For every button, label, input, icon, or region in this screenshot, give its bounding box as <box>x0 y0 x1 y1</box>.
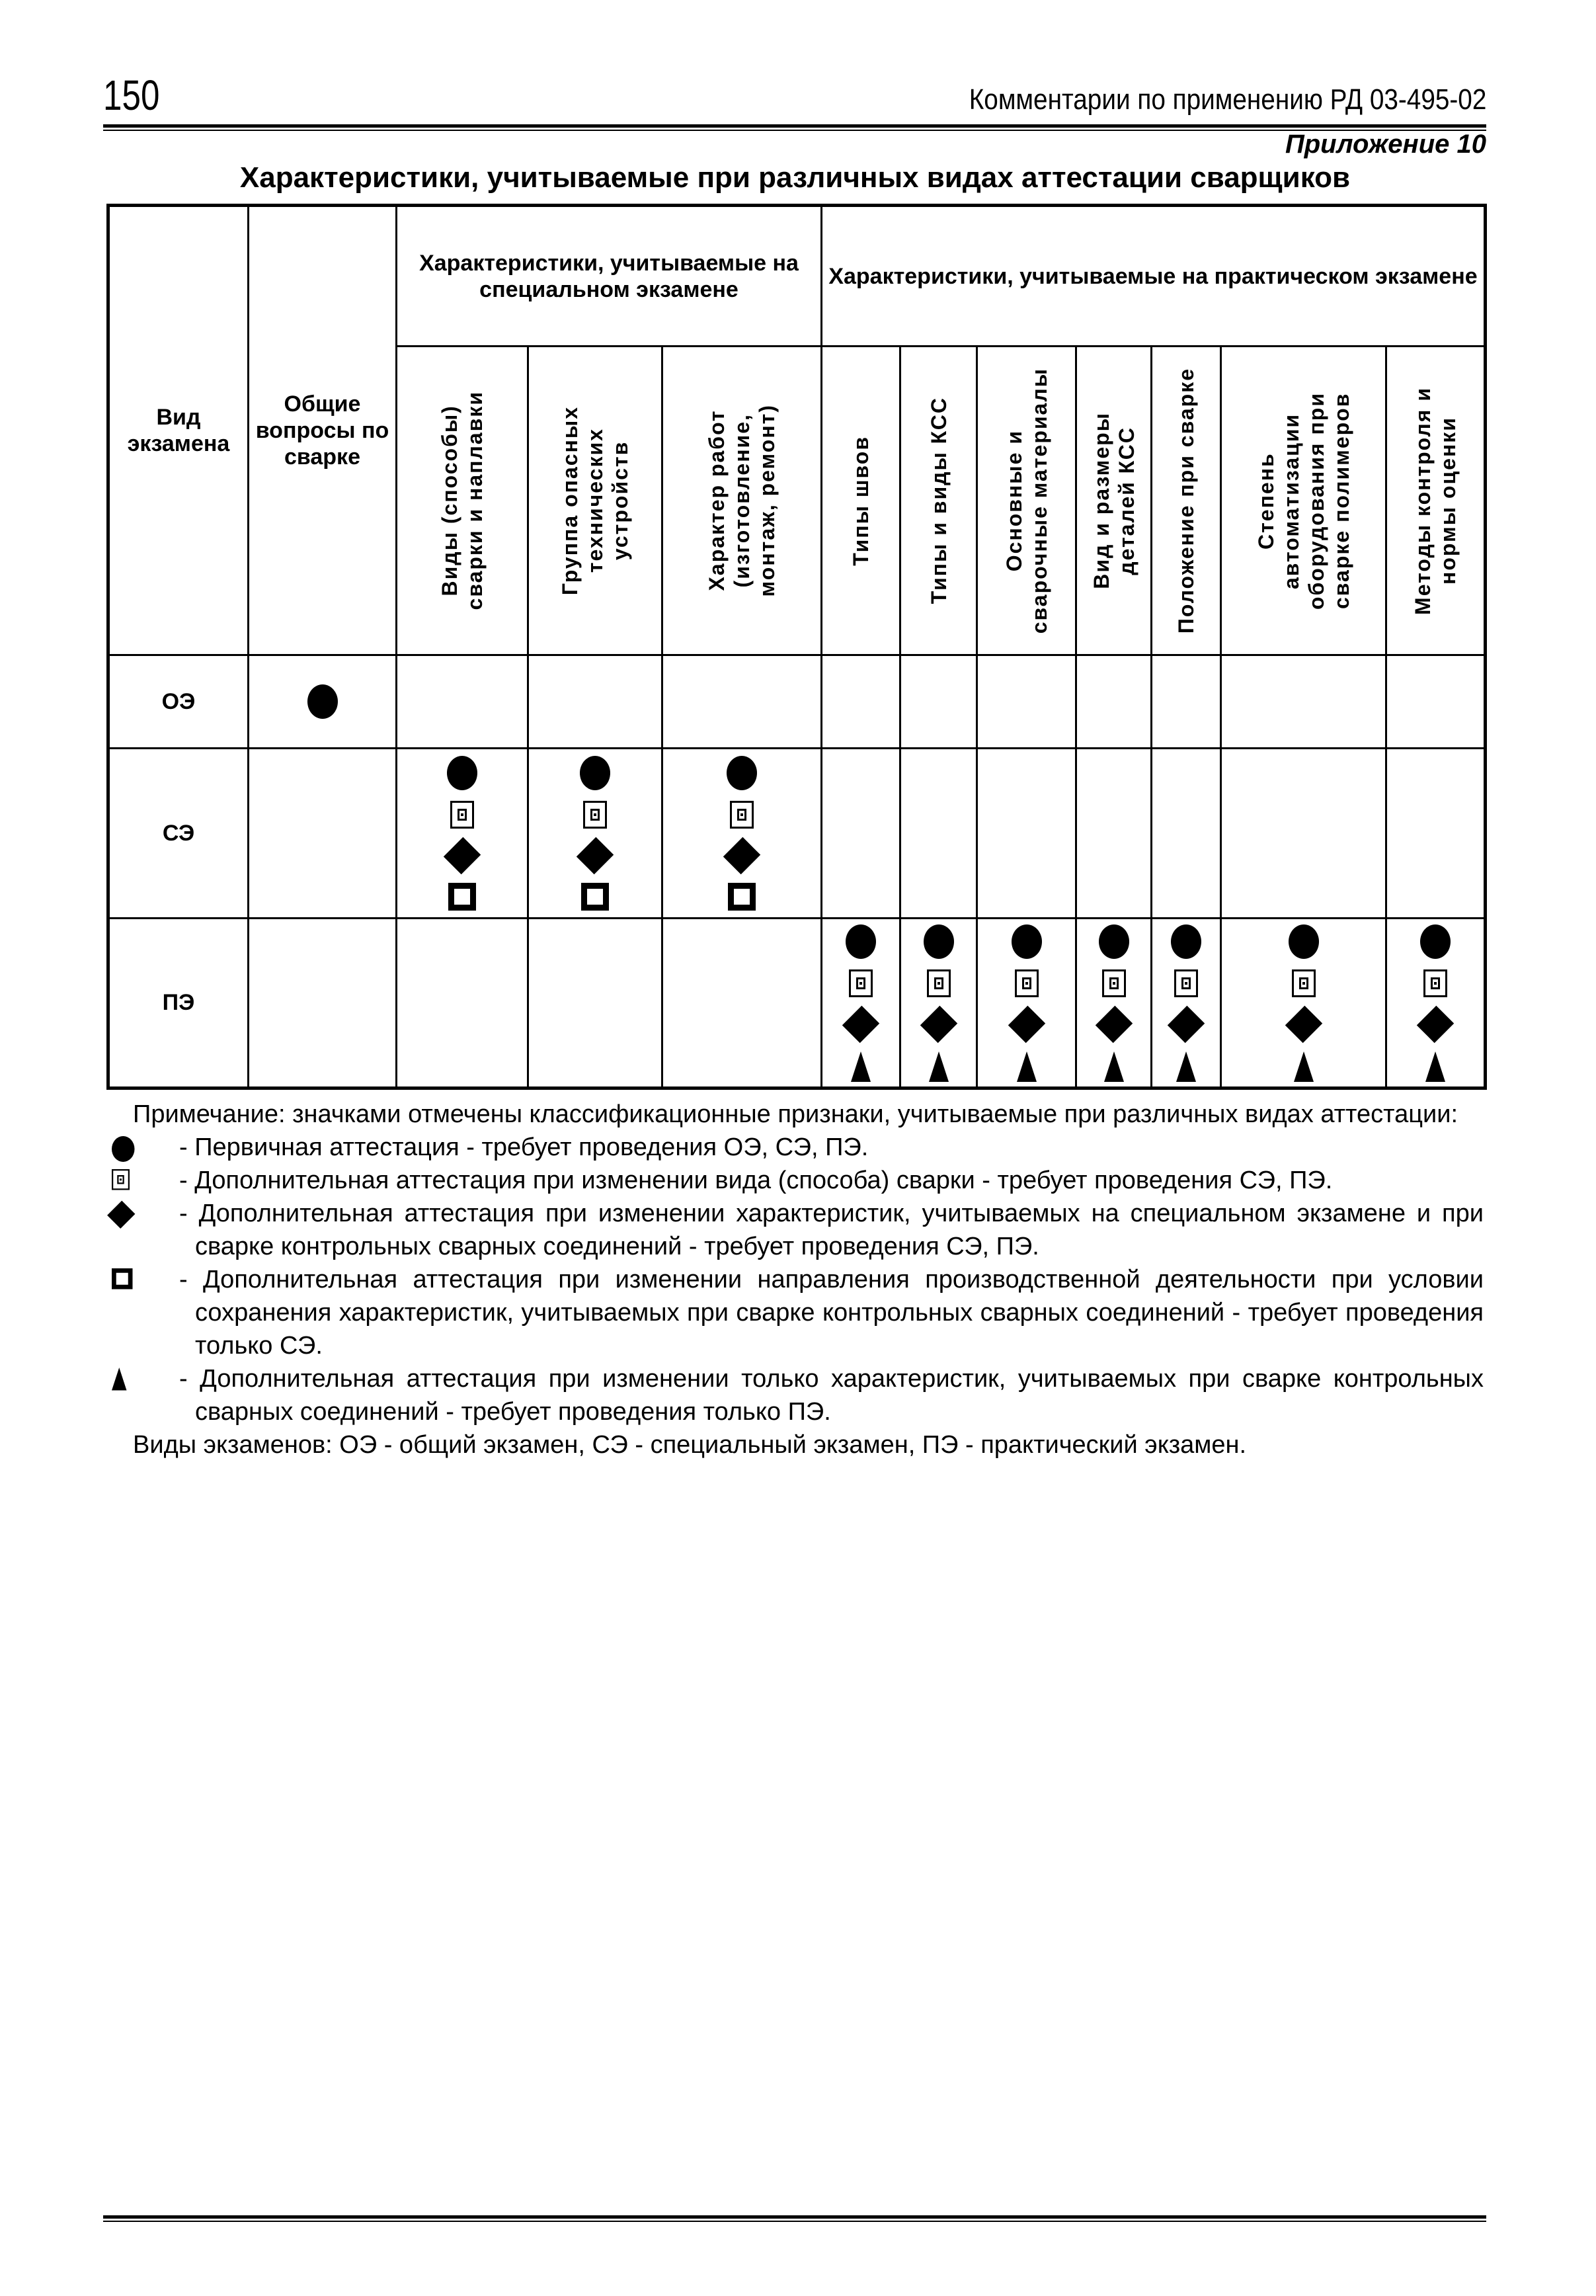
triangle-icon <box>929 1051 949 1082</box>
diamond-icon <box>723 837 760 874</box>
circle-icon <box>846 924 876 959</box>
appendix-label: Приложение 10 <box>1285 130 1486 159</box>
legend-item <box>106 1362 1484 1428</box>
circle-icon <box>580 756 610 790</box>
column-header-label: Типы швов <box>849 435 873 566</box>
diamond-icon <box>577 837 614 874</box>
symbol-stack <box>1077 924 1150 1082</box>
symbol-stack <box>249 684 395 719</box>
row-label: ОЭ <box>108 655 249 749</box>
column-header <box>662 347 822 655</box>
legend-text: - Первичная аттестация - требует проведения ОЭ, СЭ, ПЭ. <box>179 1133 869 1161</box>
diamond-icon <box>444 837 481 874</box>
triangle-icon <box>1425 1051 1445 1082</box>
column-header-label: Виды (способы) сварки и наплавки <box>438 391 487 610</box>
legend-symbol <box>112 1268 133 1290</box>
boxed-icon <box>1102 969 1126 997</box>
legend-symbol <box>112 1202 131 1227</box>
table-cell <box>1076 749 1152 919</box>
column-header <box>977 347 1076 655</box>
legend-symbol <box>112 1368 127 1391</box>
header-group-special: Характеристики, учитываемые на специальном экзамене <box>397 206 822 347</box>
column-header <box>1076 347 1152 655</box>
table-cell <box>977 919 1076 1088</box>
column-header <box>1221 347 1386 655</box>
legend-symbol <box>112 1169 130 1190</box>
running-head: Комментарии по применению РД 03-495-02 <box>969 83 1486 116</box>
table-cell <box>662 655 822 749</box>
note-intro: Примечание: значками отмечены классификационные признаки, учитываемые при различных видах аттестации: <box>133 1100 1458 1128</box>
column-header-label: Положение при сварке <box>1174 367 1198 634</box>
attestation-table <box>106 204 1487 1090</box>
cell-general <box>249 749 397 919</box>
notes <box>106 1098 1484 1461</box>
page-title: Характеристики, учитываемые при различных видах аттестации сварщиков <box>239 161 1351 194</box>
diamond-icon <box>1417 1005 1454 1042</box>
column-header <box>1152 347 1221 655</box>
symbol-stack <box>1387 924 1484 1082</box>
table-cell <box>1076 655 1152 749</box>
symbol-stack <box>978 924 1075 1082</box>
column-header <box>822 347 900 655</box>
table-cell <box>977 749 1076 919</box>
column-header-label: Основные и сварочные материалы <box>1002 367 1051 634</box>
table-cell <box>1386 919 1486 1088</box>
triangle-icon <box>1017 1051 1037 1082</box>
table-cell <box>1152 919 1221 1088</box>
table-cell <box>397 749 528 919</box>
table-cell <box>397 655 528 749</box>
symbol-stack <box>1222 924 1385 1082</box>
triangle-icon <box>112 1368 127 1391</box>
triangle-icon <box>1104 1051 1124 1082</box>
circle-icon <box>1099 924 1129 959</box>
table-row <box>108 655 1486 749</box>
diamond-icon <box>1095 1005 1132 1042</box>
table-cell <box>1386 749 1486 919</box>
row-label: СЭ <box>108 749 249 919</box>
table-cell <box>822 919 900 1088</box>
square-icon <box>581 883 609 911</box>
boxed-icon <box>1423 969 1447 997</box>
triangle-icon <box>1294 1051 1314 1082</box>
footer-rule <box>103 2215 1486 2222</box>
boxed-icon <box>450 801 474 829</box>
table-cell <box>528 749 662 919</box>
circle-icon <box>1289 924 1319 959</box>
cell-general <box>249 655 397 749</box>
diamond-icon <box>842 1005 879 1042</box>
legend-item <box>106 1131 1484 1164</box>
symbol-stack <box>397 756 527 911</box>
column-header <box>1386 347 1486 655</box>
symbol-stack <box>529 756 661 911</box>
header-group-practical: Характеристики, учитываемые на практическом экзамене <box>822 206 1486 347</box>
circle-icon <box>924 924 954 959</box>
column-header-label: Вид и размеры деталей КСС <box>1089 412 1138 589</box>
legend-item <box>106 1263 1484 1362</box>
boxed-icon <box>849 969 873 997</box>
triangle-icon <box>851 1051 871 1082</box>
table-cell <box>900 655 977 749</box>
header-exam-type: Вид экзамена <box>108 206 249 655</box>
diamond-icon <box>1285 1005 1322 1042</box>
column-header-label: Степень автоматизации оборудования при сварке полимеров <box>1254 391 1353 610</box>
legend-item <box>106 1197 1484 1263</box>
boxed-icon <box>730 801 754 829</box>
legend-text: - Дополнительная аттестация при изменении вида (способа) сварки - требует проведения СЭ, ПЭ. <box>179 1167 1333 1194</box>
circle-icon <box>1420 924 1451 959</box>
column-header-label: Типы и виды КСС <box>926 397 951 604</box>
circle-icon <box>307 684 338 719</box>
cell-general <box>249 919 397 1088</box>
table-cell <box>528 655 662 749</box>
circle-icon <box>727 756 757 790</box>
boxed-icon <box>1292 969 1316 997</box>
table-row <box>108 919 1486 1088</box>
legend-item <box>106 1164 1484 1197</box>
table-cell <box>1152 749 1221 919</box>
symbol-stack <box>901 924 976 1082</box>
table-cell <box>528 919 662 1088</box>
table-cell <box>1076 919 1152 1088</box>
row-label: ПЭ <box>108 919 249 1088</box>
table-cell <box>900 749 977 919</box>
legend-text: - Дополнительная аттестация при изменении направления производственной деятельности при условии сохранения характеристик, учитываемых при сварке контрольных сварных соединений - требует проведения только СЭ. <box>179 1266 1484 1360</box>
triangle-icon <box>1176 1051 1196 1082</box>
diamond-icon <box>1008 1005 1045 1042</box>
table-row <box>108 749 1486 919</box>
header-general-questions: Общие вопросы по сварке <box>249 206 397 655</box>
diamond-icon <box>1168 1005 1205 1042</box>
table-cell <box>822 749 900 919</box>
table-cell <box>1386 655 1486 749</box>
boxed-icon <box>1015 969 1039 997</box>
table-cell <box>900 919 977 1088</box>
legend <box>106 1131 1484 1428</box>
page-number: 150 <box>103 71 160 119</box>
square-icon <box>728 883 756 911</box>
column-header <box>900 347 977 655</box>
circle-icon <box>1171 924 1201 959</box>
table-cell <box>1152 655 1221 749</box>
table-cell <box>397 919 528 1088</box>
boxed-icon <box>1174 969 1198 997</box>
column-header-label: Группа опасных технических устройств <box>558 405 632 596</box>
column-header-label: Методы контроля и нормы оценки <box>1411 386 1460 615</box>
table-cell <box>662 919 822 1088</box>
symbol-stack <box>663 756 820 911</box>
symbol-stack <box>1152 924 1220 1082</box>
square-icon <box>448 883 476 911</box>
column-header <box>528 347 662 655</box>
boxed-icon <box>583 801 607 829</box>
boxed-icon <box>112 1169 130 1190</box>
square-icon <box>112 1268 133 1290</box>
table-cell <box>1221 655 1386 749</box>
header-rule <box>103 124 1486 131</box>
circle-icon <box>447 756 477 790</box>
table-cell <box>662 749 822 919</box>
circle-icon <box>112 1136 135 1162</box>
circle-icon <box>1012 924 1042 959</box>
table-cell <box>1221 919 1386 1088</box>
column-header-label: Характер работ (изготовление, монтаж, ремонт) <box>705 404 779 597</box>
diamond-icon <box>107 1201 135 1229</box>
table-cell <box>977 655 1076 749</box>
legend-symbol <box>112 1136 135 1162</box>
table-cell <box>822 655 900 749</box>
legend-text: - Дополнительная аттестация при изменении только характеристик, учитываемых при сварке контрольных сварных соединений - требует проведения только ПЭ. <box>179 1365 1484 1426</box>
legend-text: - Дополнительная аттестация при изменении характеристик, учитываемых на специальном экзамене и при сварке контрольных сварных соединений - требует проведения СЭ, ПЭ. <box>179 1200 1484 1260</box>
diamond-icon <box>920 1005 957 1042</box>
boxed-icon <box>927 969 951 997</box>
exam-types-note: Виды экзаменов: ОЭ - общий экзамен, СЭ - специальный экзамен, ПЭ - практический экзамен. <box>133 1431 1247 1459</box>
symbol-stack <box>822 924 899 1082</box>
table-cell <box>1221 749 1386 919</box>
column-header <box>397 347 528 655</box>
